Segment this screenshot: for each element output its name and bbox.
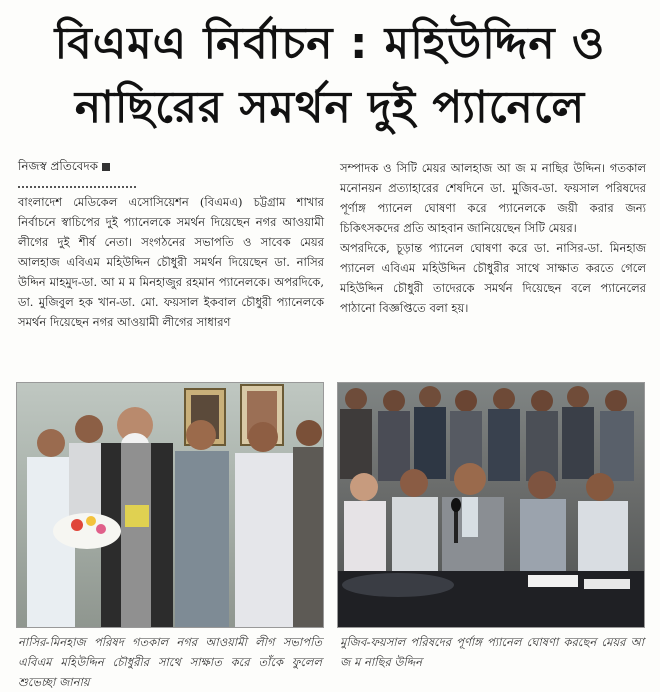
- byline-text: নিজস্ব প্রতিবেদক: [18, 159, 99, 173]
- headline: [0, 0, 660, 150]
- article-column-right: [340, 158, 646, 378]
- article-paragraph: বাংলাদেশ মেডিকেল এসোসিয়েশন (বিএমএ) চট্টগ্রাম শাখার নির্বাচনে স্বাচিপের দুই প্যানেলকে সমর্থন দিয়েছেন নগর আওয়ামী লীগের দুই শীর্ষ নেতা। সংগঠনের সভাপতি ও সাবেক মেয়র আলহাজ এবিএম মহিউদ্দিন চৌধুরী সমর্থন দিয়েছেন ডা. নাসির উদ্দিন মাহমুদ-ডা. আ ম ম মিনহাজুর রহমান প্যানেলকে। অপরদিকে, ডা. মুজিবুল হক খান-ডা. মো. ফয়সাল ইকবাল চৌধুরী প্যানেলকে সমর্থন দিয়েছেন নগর আওয়ামী লীগের সাধারণ: [18, 195, 324, 329]
- photo-illustration: [17, 383, 323, 627]
- photo-illustration: [338, 383, 644, 627]
- article-paragraph: সম্পাদক ও সিটি মেয়র আলহাজ আ জ ম নাছির উদ্দিন। গতকাল মনোনয়ন প্রত্যাহারের শেষদিনে ডা. মুজিব-ডা. ফয়সাল পরিষদের পূর্ণাঙ্গ প্যানেল ঘোষণা করে প্যানেলকে জয়ী করার জন্য চিকিৎসকদের প্রতি আহবান জানিয়েছেন সিটি মেয়র।: [340, 161, 646, 235]
- headline-line-1: বিএমএ নির্বাচন : মহিউদ্দিন ও: [54, 18, 606, 69]
- byline: [18, 158, 338, 188]
- photo-panel-announcement: [337, 382, 645, 628]
- article-column-left: [18, 192, 324, 372]
- photo-caption-left: নাসির-মিনহাজ পরিষদ গতকাল নগর আওয়ামী লীগ সভাপতি এবিএম মহিউদ্দিন চৌধুরীর সাথে সাক্ষাত করে তাঁকে ফুলেল শুভেচ্ছা জানায়: [18, 635, 322, 689]
- square-bullet-icon: [102, 163, 110, 171]
- headline-line-2: নাছিরের সমর্থন দুই প্যানেলে: [74, 82, 586, 133]
- photo-caption-right: মুজিব-ফয়সাল পরিষদের পূর্ণাঙ্গ প্যানেল ঘোষণা করছেন মেয়র আ জ ম নাছির উদ্দিন: [340, 635, 644, 669]
- photo-flower-greeting: [16, 382, 324, 628]
- article-paragraph: অপরদিকে, চূড়ান্ত প্যানেল ঘোষণা করে ডা. নাসির-ডা. মিনহাজ প্যানেল এবিএম মহিউদ্দিন চৌধুরীর সাথে সাক্ষাত করতে গেলে মহিউদ্দিন চৌধুরী তাদেরকে সমর্থন দিয়েছেন বলে প্যানেলের পাঠানো বিজ্ঞপ্তিতে বলা হয়।: [340, 241, 646, 315]
- dotted-rule: [18, 180, 136, 188]
